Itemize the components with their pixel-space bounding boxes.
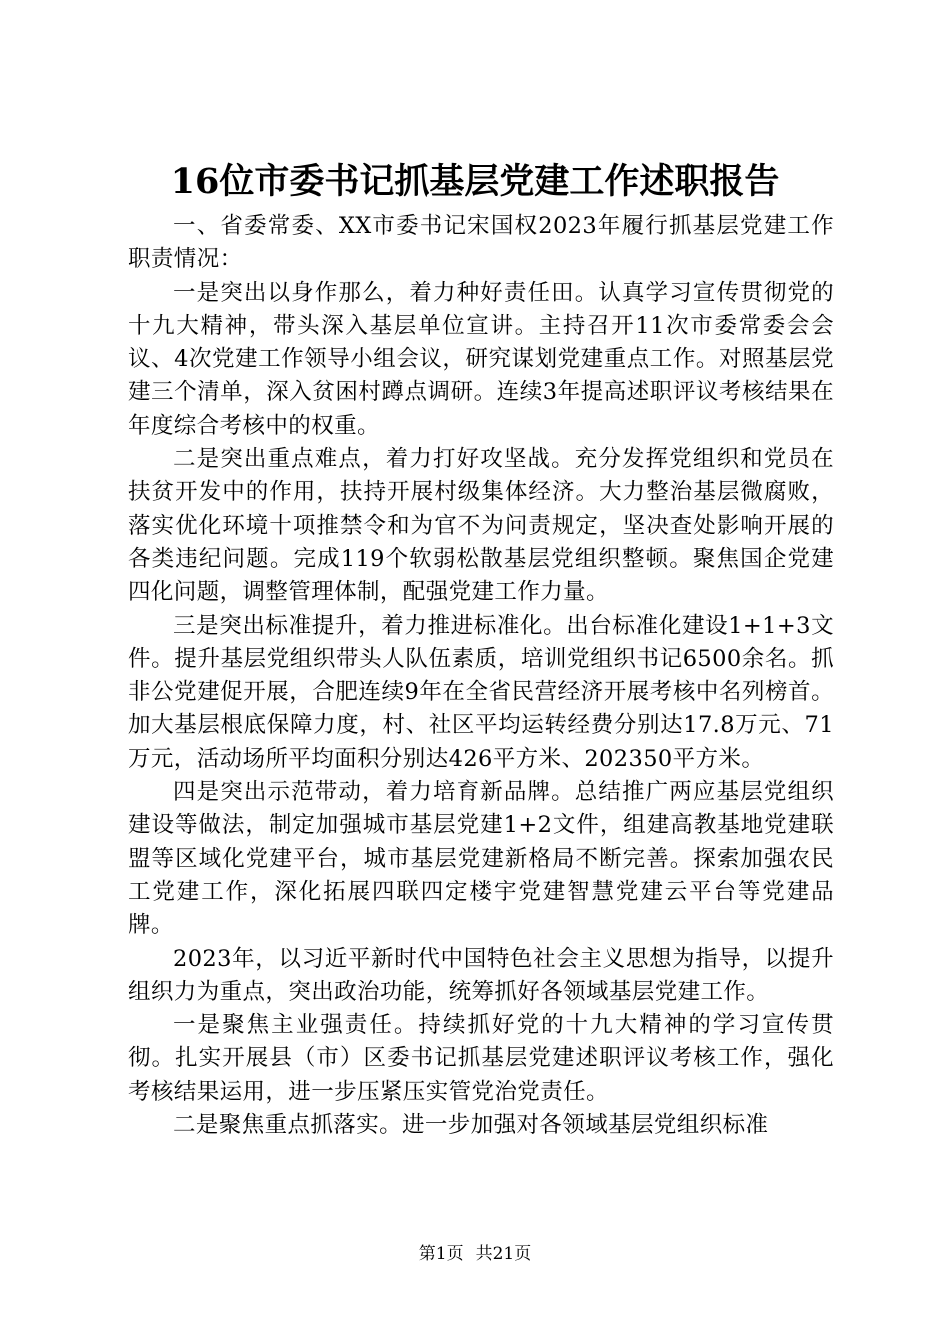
document-title: 16位市委书记抓基层党建工作述职报告	[170, 161, 780, 202]
paragraph-plan-1: 一是聚焦主业强责任。持续抓好党的十九大精神的学习宣传贯彻。扎实开展县（市）区委书记抓基层党建述职评议考核工作，强化考核结果运用，进一步压紧压实管党治党责任。	[128, 1012, 834, 1105]
page-total: 共21页	[475, 1244, 532, 1264]
page-number: 第1页	[418, 1244, 464, 1264]
paragraph-plan-intro: 2023年，以习近平新时代中国特色社会主义思想为指导，以提升组织力为重点，突出政治功能，统筹抓好各领域基层党建工作。	[128, 945, 834, 1005]
paragraph-point-1: 一是突出以身作那么，着力种好责任田。认真学习宣传贯彻党的十九大精神，带头深入基层单位宣讲。主持召开11次市委常委会会议、4次党建工作领导小组会议，研究谋划党建重点工作。对照基层党建三个清单，深入贫困村蹲点调研。连续3年提高述职评议考核结果在年度综合考核中的权重。	[128, 279, 834, 439]
paragraph-point-2: 二是突出重点难点，着力打好攻坚战。充分发挥党组织和党员在扶贫开发中的作用，扶持开展村级集体经济。大力整治基层微腐败，落实优化环境十项推禁令和为官不为问责规定，坚决查处影响开展的各类违纪问题。完成119个软弱松散基层党组织整顿。聚焦国企党建四化问题，调整管理体制，配强党建工作力量。	[128, 446, 834, 606]
paragraph-plan-2: 二是聚焦重点抓落实。进一步加强对各领域基层党组织标准	[173, 1112, 769, 1139]
page-footer	[0, 1243, 950, 1265]
paragraph-intro: 一、省委常委、XX市委书记宋国权2023年履行抓基层党建工作职责情况：	[128, 213, 834, 273]
paragraph-point-3: 三是突出标准提升，着力推进标准化。出台标准化建设1+1+3文件。提升基层党组织带头人队伍素质，培训党组织书记6500余名。抓非公党建促开展，合肥连续9年在全省民营经济开展考核中名列榜首。加大基层根底保障力度，村、社区平均运转经费分别达17.8万元、71万元，活动场所平均面积分别达426平方米、202350平方米。	[128, 612, 834, 772]
paragraph-point-4: 四是突出示范带动，着力培育新品牌。总结推广两应基层党组织建设等做法，制定加强城市基层党建1+2文件，组建高教基地党建联盟等区域化党建平台，城市基层党建新格局不断完善。探索加强农民工党建工作，深化拓展四联四定楼宇党建智慧党建云平台等党建品牌。	[128, 779, 834, 939]
document-body	[128, 210, 834, 1142]
